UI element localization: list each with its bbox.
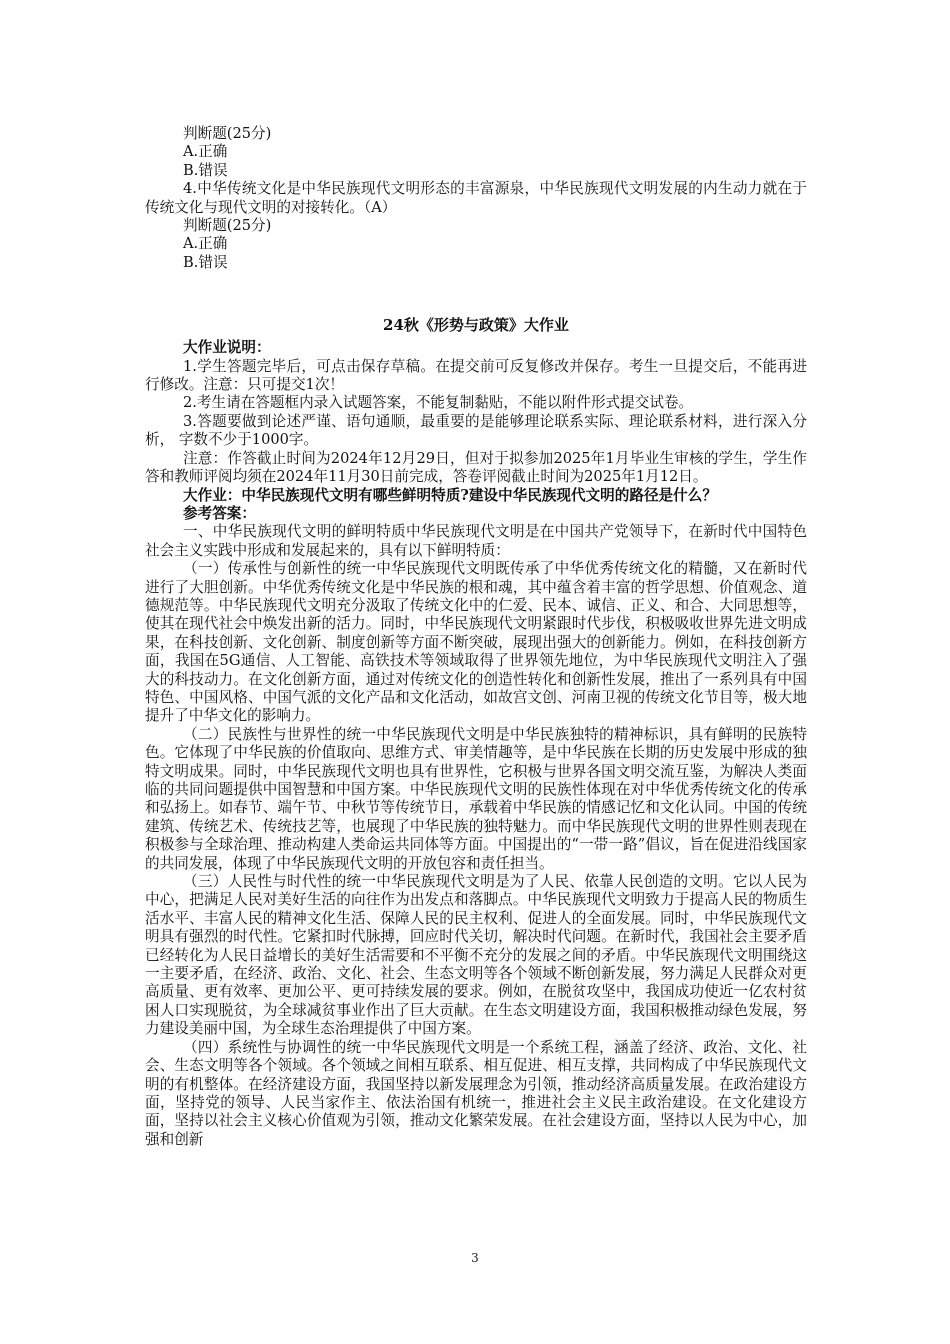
question-type-label: 判断题(25分) (183, 217, 272, 235)
instruction-note: 注意：作答截止时间为2024年12月29日，但对于拟参加2025年1月毕业生审核的学生，学生作答和教师评阅均须在2024年11月30日前完成，答卷评阅截止时间为2025年1月12日。 (145, 449, 807, 486)
question-type-label: 判断题(25分) (183, 125, 272, 142)
option-a: A.正确 (183, 235, 228, 253)
assignment-question: 大作业：中华民族现代文明有哪些鲜明特质?建设中华民族现代文明的路径是什么？ (183, 486, 717, 504)
instruction-item: 2.考生请在答题框内录入试题答案，不能复制黏贴，不能以附件形式提交试卷。 (183, 394, 694, 412)
option-a: A.正确 (183, 143, 228, 161)
page-number: 3 (471, 1251, 479, 1265)
question-4: 4.中华传统文化是中华民族现代文明形态的丰富源泉，中华民族现代文明发展的内生动力就在于传统文化与现代文明的对接转化。（A） (145, 180, 807, 216)
page-content (145, 125, 807, 1149)
answer-heading: 参考答案： (183, 504, 256, 522)
answer-paragraph: （四）系统性与协调性的统一中华民族现代文明是一个系统工程，涵盖了经济、政治、文化、社会、生态文明等各个领域。各个领域之间相互联系、相互促进、相互支撑，共同构成了中华民族现代文明的有机整体。在经济建设方面，我国坚持以新发展理念为引领，推动经济高质量发展。在政治建设方面，坚持党的领导、人民当家作主、依法治国有机统一，推进社会主义民主政治建设。在文化建设方面，坚持以社会主义核心价值观为引领，推动文化繁荣发展。在社会建设方面，坚持以人民为中心，加强和创新 (145, 1038, 807, 1148)
spacer (145, 272, 807, 310)
instruction-item: 3.答题要做到论述严谨、语句通顺，最重要的是能够理论联系实际、理论联系材料，进行深入分析， 字数不少于1000字。 (145, 412, 807, 449)
answer-paragraph: 一、中华民族现代文明的鲜明特质中华民族现代文明是在中国共产党领导下，在新时代中国特色社会主义实践中形成和发展起来的，具有以下鲜明特质： (145, 523, 807, 559)
option-b: B.错误 (183, 253, 228, 271)
document-title: 24秋《形势与政策》大作业 (383, 316, 569, 335)
instructions-heading: 大作业说明： (183, 339, 271, 357)
instruction-item: 1.学生答题完毕后，可点击保存草稿。在提交前可反复修改并保存。考生一旦提交后，不能再进行修改。注意：只可提交1次！ (145, 357, 807, 394)
answer-paragraph: （三）人民性与时代性的统一中华民族现代文明是为了人民、依靠人民创造的文明。它以人民为中心，把满足人民对美好生活的向往作为出发点和落脚点。中华民族现代文明致力于提高人民的物质生活水平、丰富人民的精神文化生活、保障人民的民主权利、促进人的全面发展。同时，中华民族现代文明具有强烈的时代性。它紧扣时代脉搏，回应时代关切，解决时代问题。在新时代，我国社会主要矛盾已经转化为人民日益增长的美好生活需要和不平衡不充分的发展之间的矛盾。中华民族现代文明围绕这一主要矛盾，在经济、政治、文化、社会、生态文明等各个领域不断创新发展，努力满足人民群众对更高质量、更有效率、更加公平、更可持续发展的要求。例如，在脱贫攻坚中，我国成功使近一亿农村贫困人口实现脱贫，为全球减贫事业作出了巨大贡献。在生态文明建设方面，我国积极推动绿色发展，努力建设美丽中国，为全球生态治理提供了中国方案。 (145, 873, 807, 1038)
answer-paragraph: （二）民族性与世界性的统一中华民族现代文明是中华民族独特的精神标识，具有鲜明的民族特色。它体现了中华民族的价值取向、思维方式、审美情趣等，是中华民族在长期的历史发展中形成的独特文明成果。同时，中华民族现代文明也具有世界性，它积极与世界各国文明交流互鉴，为解决人类面临的共同问题提供中国智慧和中国方案。中华民族现代文明的民族性体现在对中华优秀传统文化的传承和弘扬上。如春节、端午节、中秋节等传统节日，承载着中华民族的情感记忆和文化认同。中国的传统建筑、传统艺术、传统技艺等，也展现了中华民族的独特魅力。而中华民族现代文明的世界性则表现在积极参与全球治理、推动构建人类命运共同体等方面。中国提出的“一带一路”倡议，旨在促进沿线国家的共同发展，体现了中华民族现代文明的开放包容和责任担当。 (145, 725, 807, 872)
answer-paragraph: （一）传承性与创新性的统一中华民族现代文明既传承了中华优秀传统文化的精髓，又在新时代进行了大胆创新。中华优秀传统文化是中华民族的根和魂，其中蕴含着丰富的哲学思想、价值观念、道德规范等。中华民族现代文明充分汲取了传统文化中的仁爱、民本、诚信、正义、和合、大同思想等，使其在现代社会中焕发出新的活力。同时，中华民族现代文明紧跟时代步伐，积极吸收世界先进文明成果，在科技创新、文化创新、制度创新等方面不断突破，展现出强大的创新能力。例如，在科技创新方面，我国在5G通信、人工智能、高铁技术等领域取得了世界领先地位，为中华民族现代文明注入了强大的科技动力。在文化创新方面，通过对传统文化的创造性转化和创新性发展，推出了一系列具有中国特色、中国风格、中国气派的文化产品和文化活动，如故宫文创、河南卫视的传统文化节目等，极大地提升了中华文化的影响力。 (145, 560, 807, 725)
option-b: B.错误 (183, 161, 228, 179)
